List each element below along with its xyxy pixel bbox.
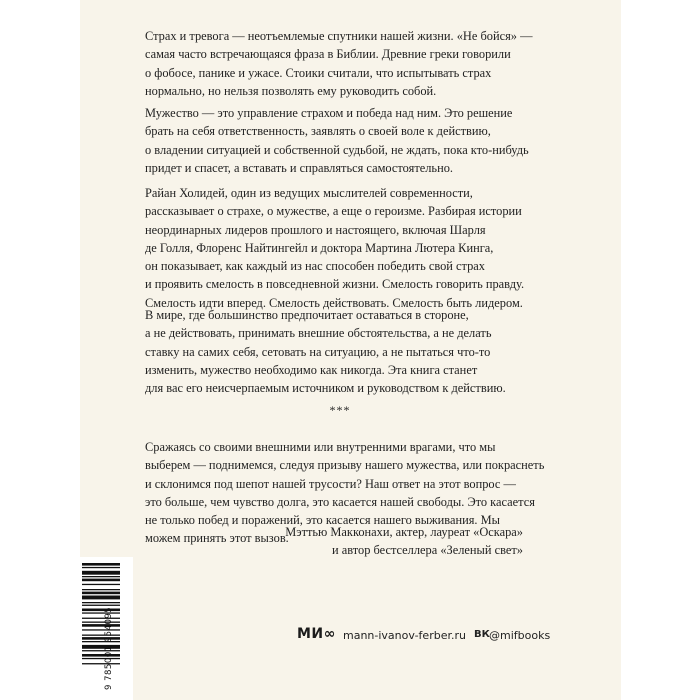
barcode-bar (82, 571, 120, 575)
text-line: и склонимся под шепот нашей трусости? Наш ответ на этот вопрос — (145, 476, 516, 491)
barcode-bar (82, 579, 120, 582)
paragraph-1 (145, 27, 565, 100)
section-separator: *** (329, 403, 351, 417)
paragraph-2 (145, 104, 565, 177)
text-line: для вас его неисчерпаемым источником и руководством к действию. (145, 381, 506, 396)
text-line: а не действовать, принимать внешние обстоятельства, а не делать (145, 326, 492, 341)
quote-attribution-line-1: Мэттью Макконахи, актер, лауреат «Оскара» (285, 525, 523, 539)
barcode-bar (82, 645, 120, 649)
barcode-bar (82, 629, 120, 630)
barcode-bar (82, 584, 120, 585)
text-line: Сражаясь со своими внешними или внутренними врагами, что мы (145, 440, 496, 454)
text-line: придет и спасет, а вставать и справляться самостоятельно. (145, 160, 453, 175)
text-line: Мужество — это управление страхом и победа над ним. Это решение (145, 106, 513, 120)
vk-icon: ВК (474, 629, 490, 640)
barcode-bar (82, 596, 120, 600)
text-line: рассказывает о страхе, о мужестве, а еще о героизме. Разбирая истории (145, 204, 522, 219)
barcode-bar (82, 605, 120, 606)
publisher-logo: МИ∞ (297, 626, 336, 642)
barcode-bar (82, 618, 120, 619)
text-line: не только побед и поражений, это касается нашего выживания. Мы (145, 513, 500, 528)
barcode-bar (82, 563, 120, 566)
barcode-bar (82, 602, 120, 603)
barcode-bar (82, 650, 120, 651)
barcode-bar (82, 622, 120, 623)
barcode-bar (82, 641, 120, 642)
barcode-bar (82, 624, 120, 627)
text-line: о владении ситуацией и собственной судьбой, не ждать, пока кто-нибудь (145, 142, 529, 157)
text-line: ставку на самих себя, сетовать на ситуацию, а не пытаться что-то (145, 344, 491, 359)
text-line: изменить, мужество необходимо как никогда. Эта книга станет (145, 362, 478, 377)
text-line: Смелость идти вперед. Смелость действовать. Смелость быть лидером. (145, 295, 523, 310)
text-line: самая часто встречающаяся фраза в Библии. Древние греки говорили (145, 47, 511, 62)
text-line: неординарных лидеров прошлого и настоящего, включая Шарля (145, 222, 486, 237)
text-line: В мире, где большинство предпочитает оставаться в стороне, (145, 308, 469, 322)
text-line: о фобосе, панике и ужасе. Стоики считали, что испытывать страх (145, 65, 492, 80)
text-line: Страх и тревога — неотъемлемые спутники нашей жизни. «Не бойся» — (145, 29, 533, 43)
text-line: брать на себя ответственность, заявлять о своей воле к действию, (145, 124, 491, 139)
barcode-bar (82, 567, 120, 568)
social-handle[interactable]: @mifbooks (489, 629, 551, 642)
text-line: Райан Холидей, один из ведущих мыслителей современности, (145, 186, 473, 200)
text-line: выберем — поднимемся, следуя призыву нашего мужества, или покраснеть (145, 458, 545, 473)
barcode-bar (82, 654, 120, 657)
text-line: нормально, но нельзя позволять ему руководить собой. (145, 83, 437, 98)
publisher-website[interactable]: mann-ivanov-ferber.ru (343, 629, 466, 642)
paragraph-4 (145, 306, 565, 397)
barcode-bar (82, 609, 120, 612)
paragraph-3 (145, 184, 565, 312)
text-line: это больше, чем чувство долга, это касается нашей свободы. Это касается (145, 494, 535, 509)
barcode-bar (82, 637, 120, 640)
isbn-number: 9 785001 954095 (104, 606, 114, 690)
barcode-bar (82, 612, 120, 613)
text-line: можем принять этот вызов. (145, 531, 289, 546)
quote-attribution-line-2: и автор бестселлера «Зеленый свет» (332, 543, 523, 557)
barcode-bar (82, 635, 120, 636)
text-line: и проявить смелость в повседневной жизни. Смелость говорить правду. (145, 277, 525, 292)
barcode-bar (82, 576, 120, 577)
text-line: де Голля, Флоренс Найтингейл и доктора Мартина Лютера Кинга, (145, 240, 494, 255)
barcode-bar (82, 589, 120, 590)
barcode-bar (82, 592, 120, 595)
barcode-bar (82, 663, 120, 664)
text-line: он показывает, как каждый из нас способен победить свой страх (145, 259, 485, 274)
barcode-bar (82, 658, 120, 659)
